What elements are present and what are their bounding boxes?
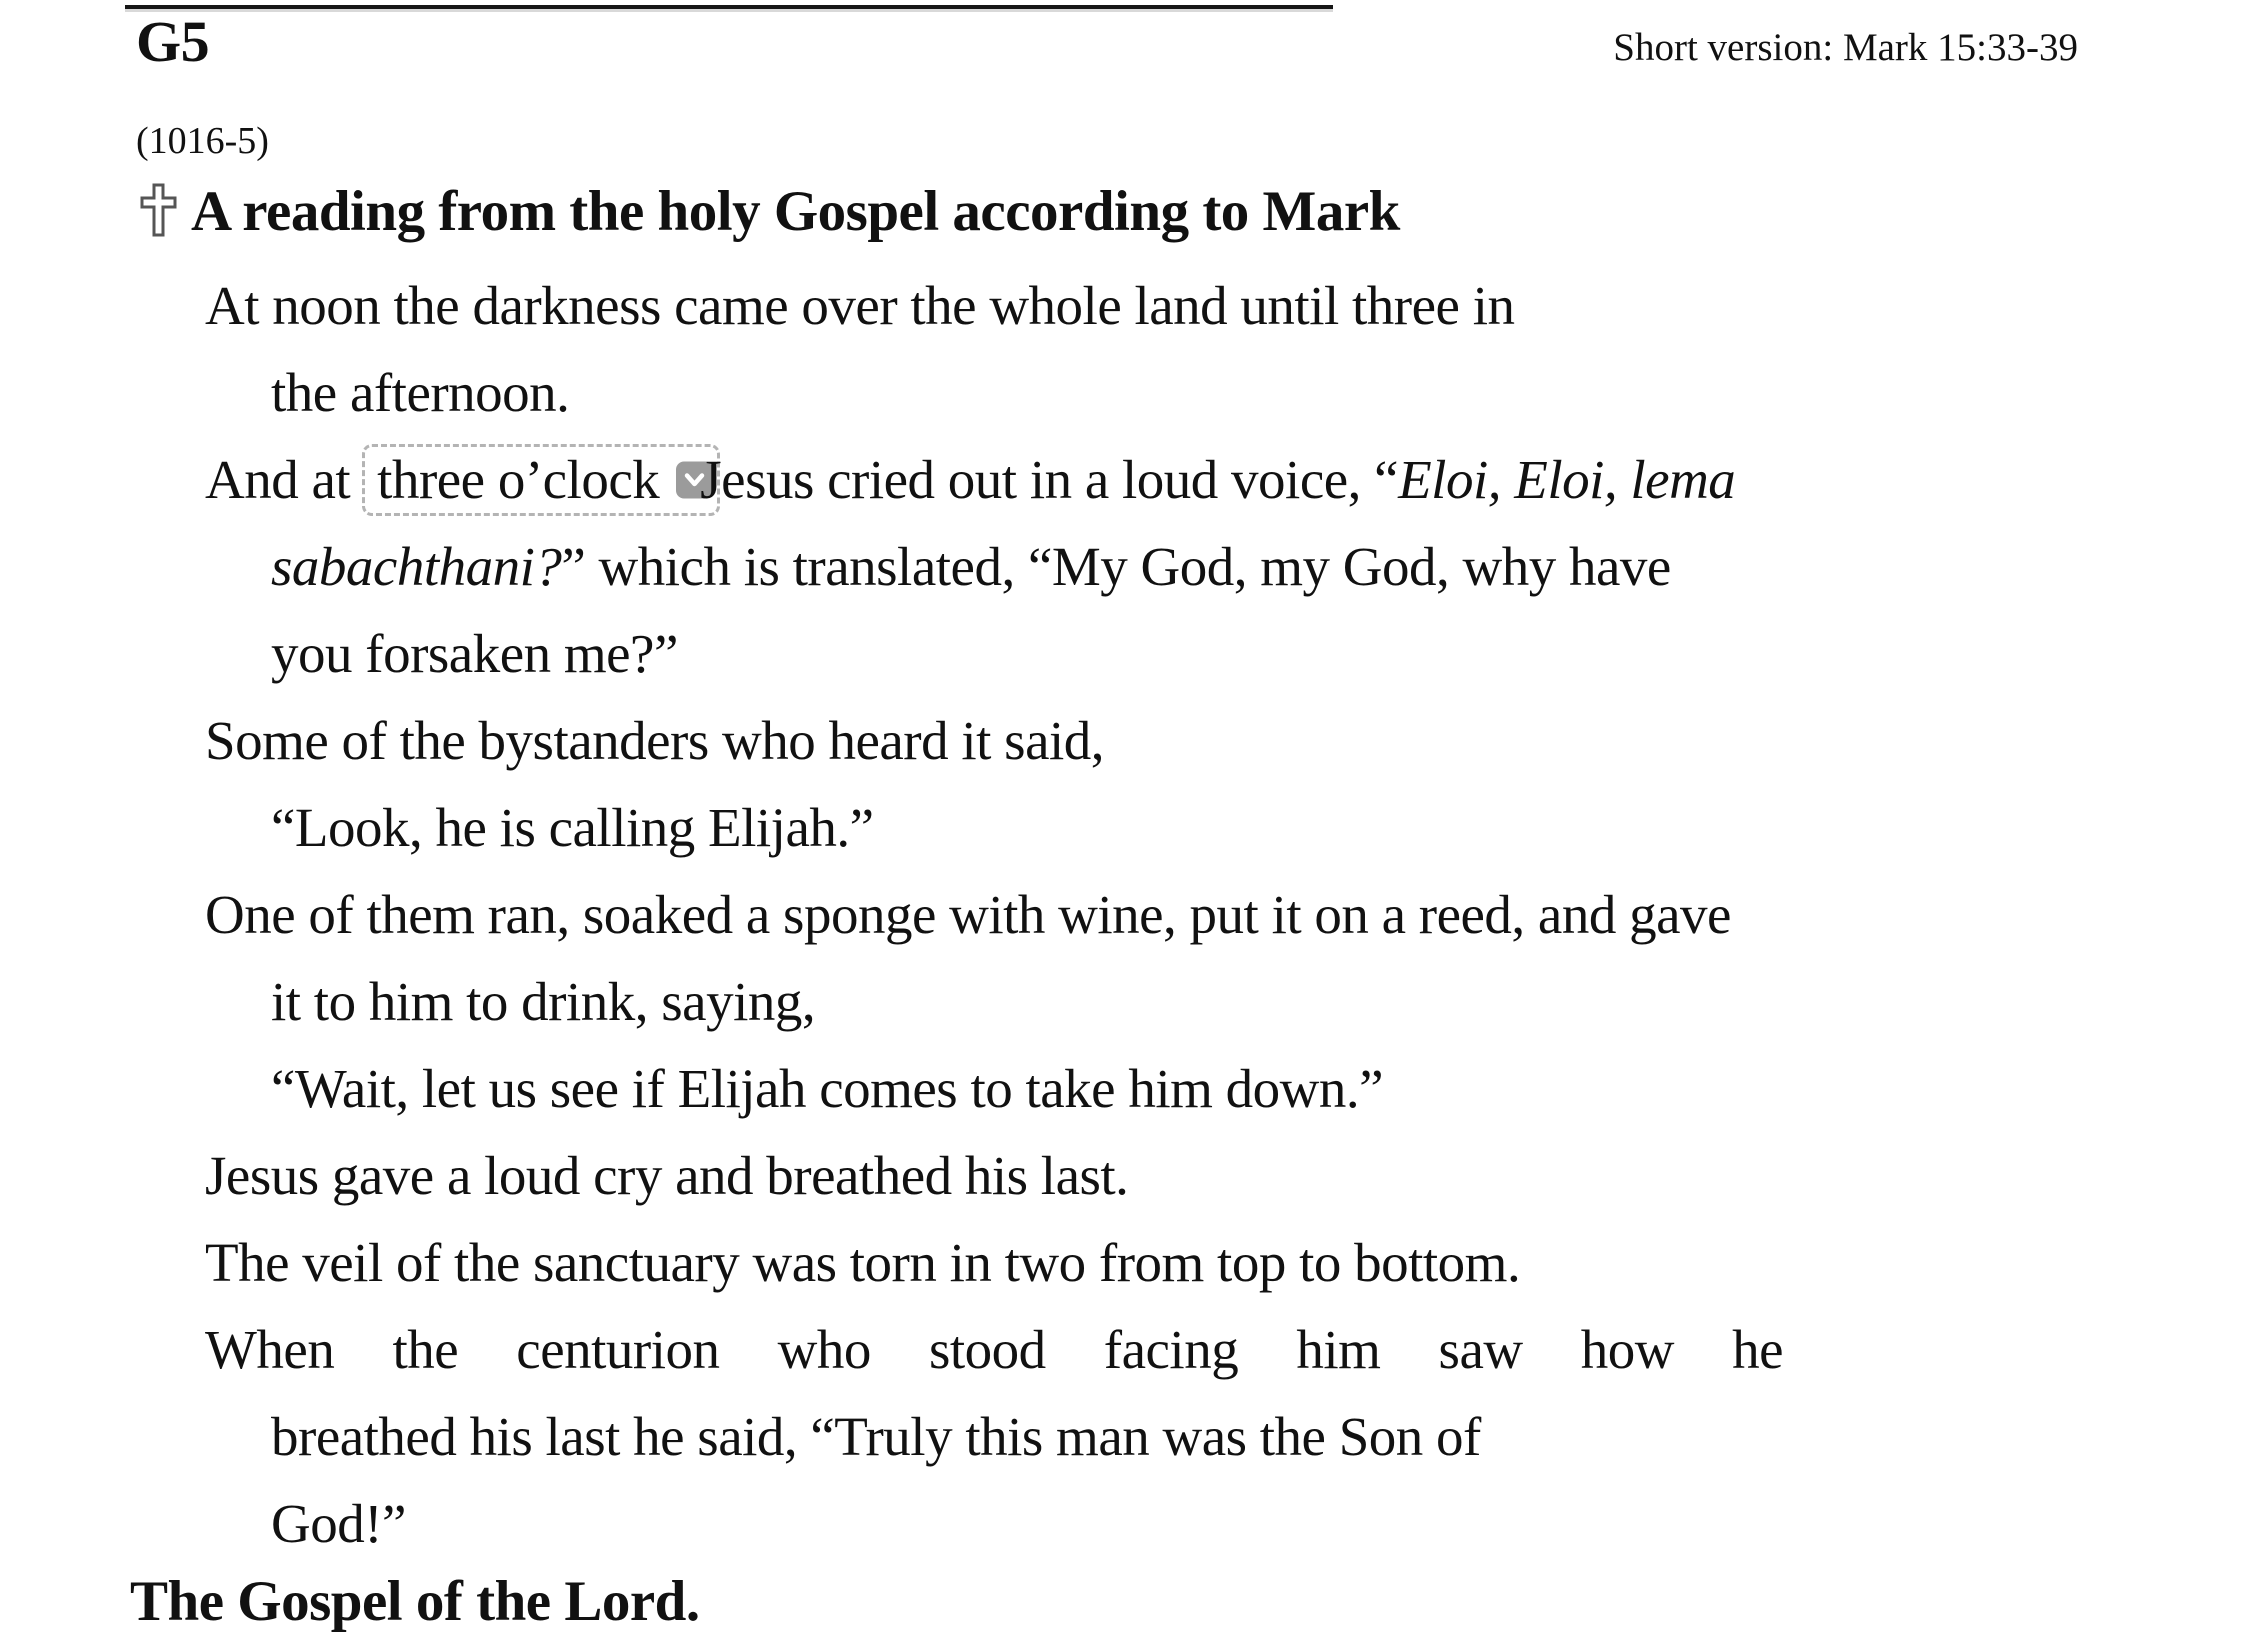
reading-line-text: Jesus cried out in a loud voice, “Eloi, Eloi, lema [700, 449, 1736, 510]
reading-line: the afternoon. [271, 362, 570, 423]
cross-icon [140, 183, 177, 251]
top-rule [125, 5, 1333, 9]
time-dropdown-field[interactable] [362, 444, 720, 516]
reading-line: One of them ran, soaked a sponge with wine, put it on a reed, and gave [205, 884, 1731, 945]
reading-line: breathed his last he said, “Truly this man was the Son of [271, 1406, 1481, 1467]
reading-line: At noon the darkness came over the whole land until three in [205, 275, 1515, 336]
reading-line: sabachthani?” which is translated, “My God, my God, why have [271, 536, 1671, 597]
dropdown-value: three o’clock [377, 449, 660, 510]
reading-line: Jesus gave a loud cry and breathed his last. [205, 1145, 1129, 1206]
reading-line: “Look, he is calling Elijah.” [271, 797, 874, 858]
page-code: G5 [136, 9, 210, 74]
reading-line: Some of the bystanders who heard it said, [205, 710, 1105, 771]
closing-line: The Gospel of the Lord. [130, 1570, 700, 1633]
lectionary-number: (1016-5) [136, 120, 269, 162]
reading-line: “Wait, let us see if Elijah comes to take him down.” [271, 1058, 1384, 1119]
gospel-title-text: A reading from the holy Gospel according to Mark [191, 180, 1400, 243]
reading-line: God!” [271, 1493, 406, 1554]
transliteration-italic: sabachthani? [271, 536, 562, 597]
reading-line: The veil of the sanctuary was torn in two from top to bottom. [205, 1232, 1521, 1293]
gospel-title [140, 180, 1400, 251]
reading-line: When the centurion who stood facing him saw how he [205, 1319, 1783, 1380]
reading-body [205, 262, 2195, 1567]
transliteration-italic: Eloi, Eloi, lema [1398, 449, 1736, 510]
reading-line [205, 436, 2195, 523]
reading-line: it to him to drink, saying, [271, 971, 816, 1032]
reading-line: you forsaken me?” [271, 623, 678, 684]
reading-line-text: And at [205, 449, 351, 510]
short-version-label: Short version: Mark 15:33-39 [1613, 26, 2078, 69]
